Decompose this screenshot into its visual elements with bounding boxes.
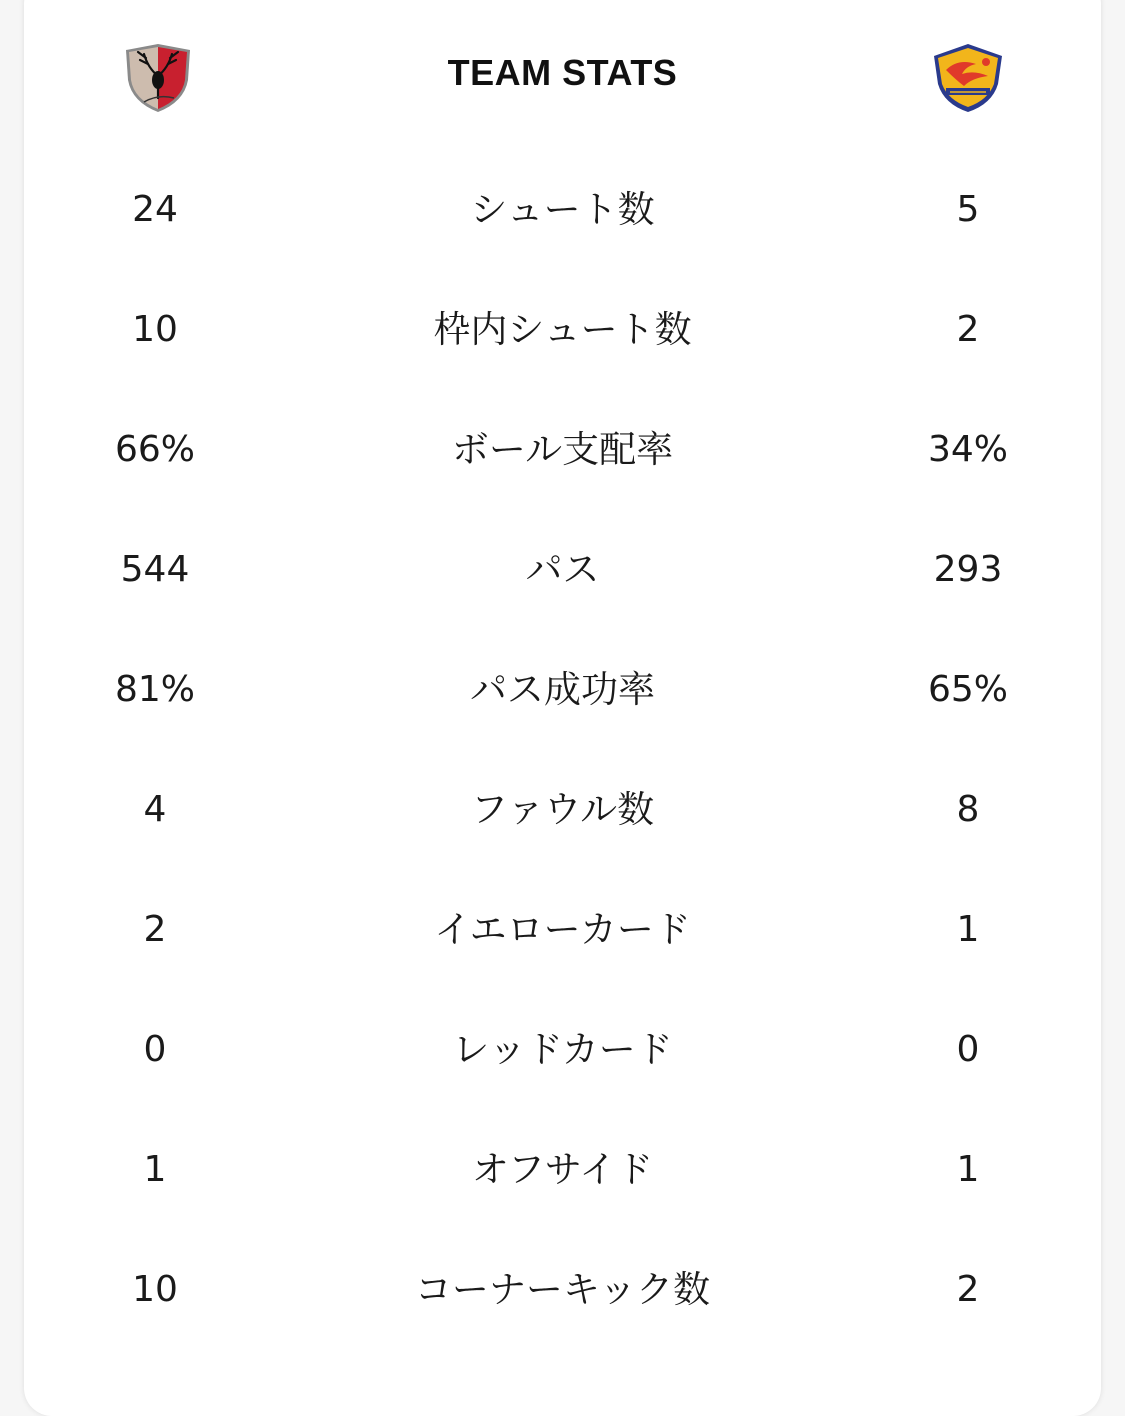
away-value: 8 — [956, 789, 980, 830]
stat-label: コーナーキック数 — [414, 1268, 711, 1311]
home-value: 81% — [114, 669, 195, 710]
stat-row-possession — [24, 390, 1101, 510]
home-value: 10 — [132, 1269, 178, 1310]
away-value: 5 — [956, 189, 980, 230]
stat-label: ボール支配率 — [451, 428, 674, 471]
stat-row-corner-kicks — [24, 1230, 1101, 1350]
stat-label: レッドカード — [452, 1028, 673, 1071]
home-value: 66% — [114, 429, 195, 470]
stat-row-yellow-cards — [24, 870, 1101, 990]
stat-label: 枠内シュート数 — [433, 308, 692, 351]
home-value: 1 — [143, 1149, 167, 1190]
home-value: 2 — [143, 909, 167, 950]
stat-row-passes — [24, 510, 1101, 630]
stat-label: パス — [525, 548, 600, 591]
stats-table — [24, 150, 1101, 1350]
stat-row-shots-on-target — [24, 270, 1101, 390]
away-value: 2 — [956, 1269, 980, 1310]
vegalta-sendai-crest-icon — [928, 36, 1008, 116]
away-value: 0 — [956, 1029, 980, 1070]
stat-label: イエローカード — [434, 908, 691, 951]
away-value: 293 — [933, 549, 1003, 590]
home-value: 24 — [132, 189, 178, 230]
home-value: 10 — [132, 309, 178, 350]
away-value: 1 — [956, 909, 980, 950]
stat-row-pass-accuracy — [24, 630, 1101, 750]
stats-header — [24, 0, 1101, 150]
stat-label: パス成功率 — [470, 668, 655, 711]
page-title: TEAM STATS — [447, 52, 678, 93]
home-value: 4 — [143, 789, 167, 830]
stat-row-red-cards — [24, 990, 1101, 1110]
away-value: 1 — [956, 1149, 980, 1190]
home-value: 0 — [143, 1029, 167, 1070]
stat-label: シュート数 — [470, 188, 655, 231]
stat-row-shots — [24, 150, 1101, 270]
away-value: 2 — [956, 309, 980, 350]
away-value: 34% — [927, 429, 1008, 470]
stat-label: ファウル数 — [470, 788, 655, 831]
stat-row-offsides — [24, 1110, 1101, 1230]
home-value: 544 — [120, 549, 190, 590]
stat-row-fouls — [24, 750, 1101, 870]
away-value: 65% — [927, 669, 1008, 710]
stat-label: オフサイド — [471, 1148, 654, 1191]
